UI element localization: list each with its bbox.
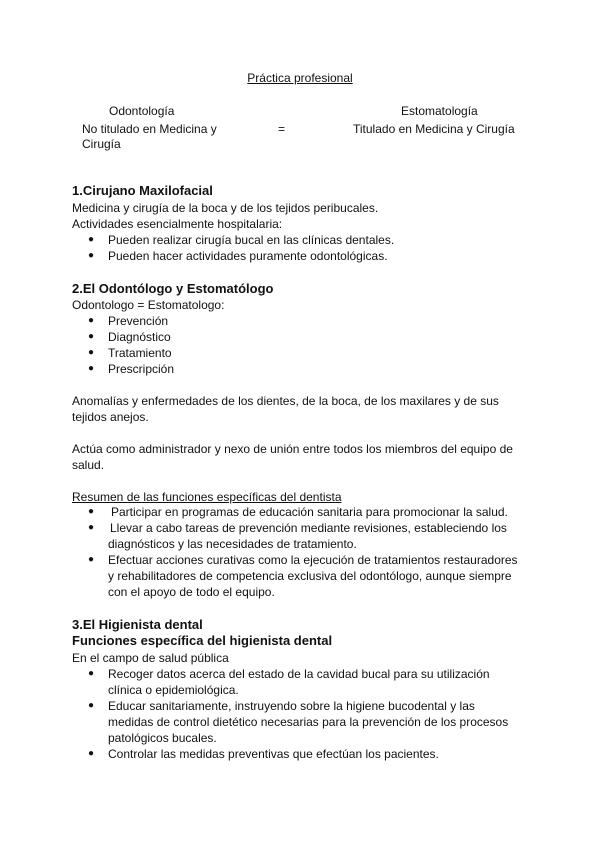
section3-subheading: Funciones específica del higienista dental: [72, 633, 333, 648]
page-title: Práctica profesional: [247, 71, 353, 85]
bullet-icon: ●: [88, 331, 95, 342]
section3-line1: En el campo de salud pública: [72, 651, 229, 665]
list-item: ● Controlar las medidas preventivas que efectúan los pacientes.: [88, 747, 439, 761]
list-item: ● Prevención: [88, 314, 169, 328]
summary-bullets: [72, 504, 532, 600]
list-item: ● Recoger datos acerca del estado de la cavidad bucal para su utilización clínica o epidemiológica.: [88, 667, 490, 697]
section2-para1-line2: tejidos anejos.: [72, 410, 149, 424]
bullet-icon: ●: [88, 315, 95, 326]
summary-title: Resumen de las funciones específicas del dentista: [72, 490, 342, 504]
list-item: ● Efectuar acciones curativas como la ejecución de tratamientos restauradores y rehabilitadores de competencia exclusiva del odontólogo, aunque siempre con el apoyo de todo el equipo.: [88, 553, 518, 599]
list-item: ● Diagnóstico: [88, 330, 171, 344]
bullet-icon: ●: [88, 748, 95, 759]
bullet-icon: ●: [88, 554, 95, 565]
section2-para1-line1: Anomalías y enfermedades de los dientes, de la boca, de los maxilares y de sus: [72, 394, 499, 408]
section3-heading: 3.El Higienista dental: [72, 617, 203, 632]
section2-bullets: [72, 313, 532, 377]
list-item: ● Prescripción: [88, 362, 175, 376]
bullet-icon: ●: [88, 700, 95, 711]
bullet-icon: ●: [88, 506, 95, 517]
list-item: ● Tratamiento: [88, 346, 172, 360]
section1-line1: Medicina y cirugía de la boca y de los tejidos peribucales.: [72, 201, 379, 215]
section1-line2: Actividades esencialmente hospitalaria:: [72, 217, 283, 231]
section1-bullets: [72, 232, 532, 264]
section2-para2-line2: salud.: [72, 458, 105, 472]
left-desc-line1: No titulado en Medicina y: [82, 122, 217, 136]
left-header: Odontología: [109, 104, 175, 118]
bullet-icon: ●: [88, 250, 95, 261]
right-desc: Titulado en Medicina y Cirugía: [353, 122, 515, 136]
section2-line1: Odontologo = Estomatologo:: [72, 298, 225, 312]
list-item: ● Educar sanitariamente, instruyendo sobre la higiene bucodental y las medidas de control dietético necesarias para la prevención de los procesos patológicos bucales.: [88, 699, 509, 745]
list-item: ● Pueden hacer actividades puramente odontológicas.: [88, 249, 388, 263]
bullet-icon: ●: [88, 363, 95, 374]
bullet-icon: ●: [88, 234, 95, 245]
list-item: ● Llevar a cabo tareas de prevención mediante revisiones, estableciendo los diagnósticos y las necesidades de tratamiento.: [88, 521, 507, 551]
bullet-icon: ●: [88, 522, 95, 533]
bullet-icon: ●: [88, 347, 95, 358]
section2-heading: 2.El Odontólogo y Estomatólogo: [72, 281, 274, 296]
equals-sign: =: [278, 122, 286, 136]
left-desc-line2: Cirugía: [82, 137, 121, 151]
list-item: ● Participar en programas de educación sanitaria para promocionar la salud.: [88, 505, 508, 519]
section1-heading: 1.Cirujano Maxilofacial: [72, 183, 213, 198]
section3-bullets: [72, 666, 532, 762]
section2-para2-line1: Actúa como administrador y nexo de unión entre todos los miembros del equipo de: [72, 442, 513, 456]
right-header: Estomatología: [401, 104, 478, 118]
list-item: ● Pueden realizar cirugía bucal en las clínicas dentales.: [88, 233, 395, 247]
bullet-icon: ●: [88, 668, 95, 679]
